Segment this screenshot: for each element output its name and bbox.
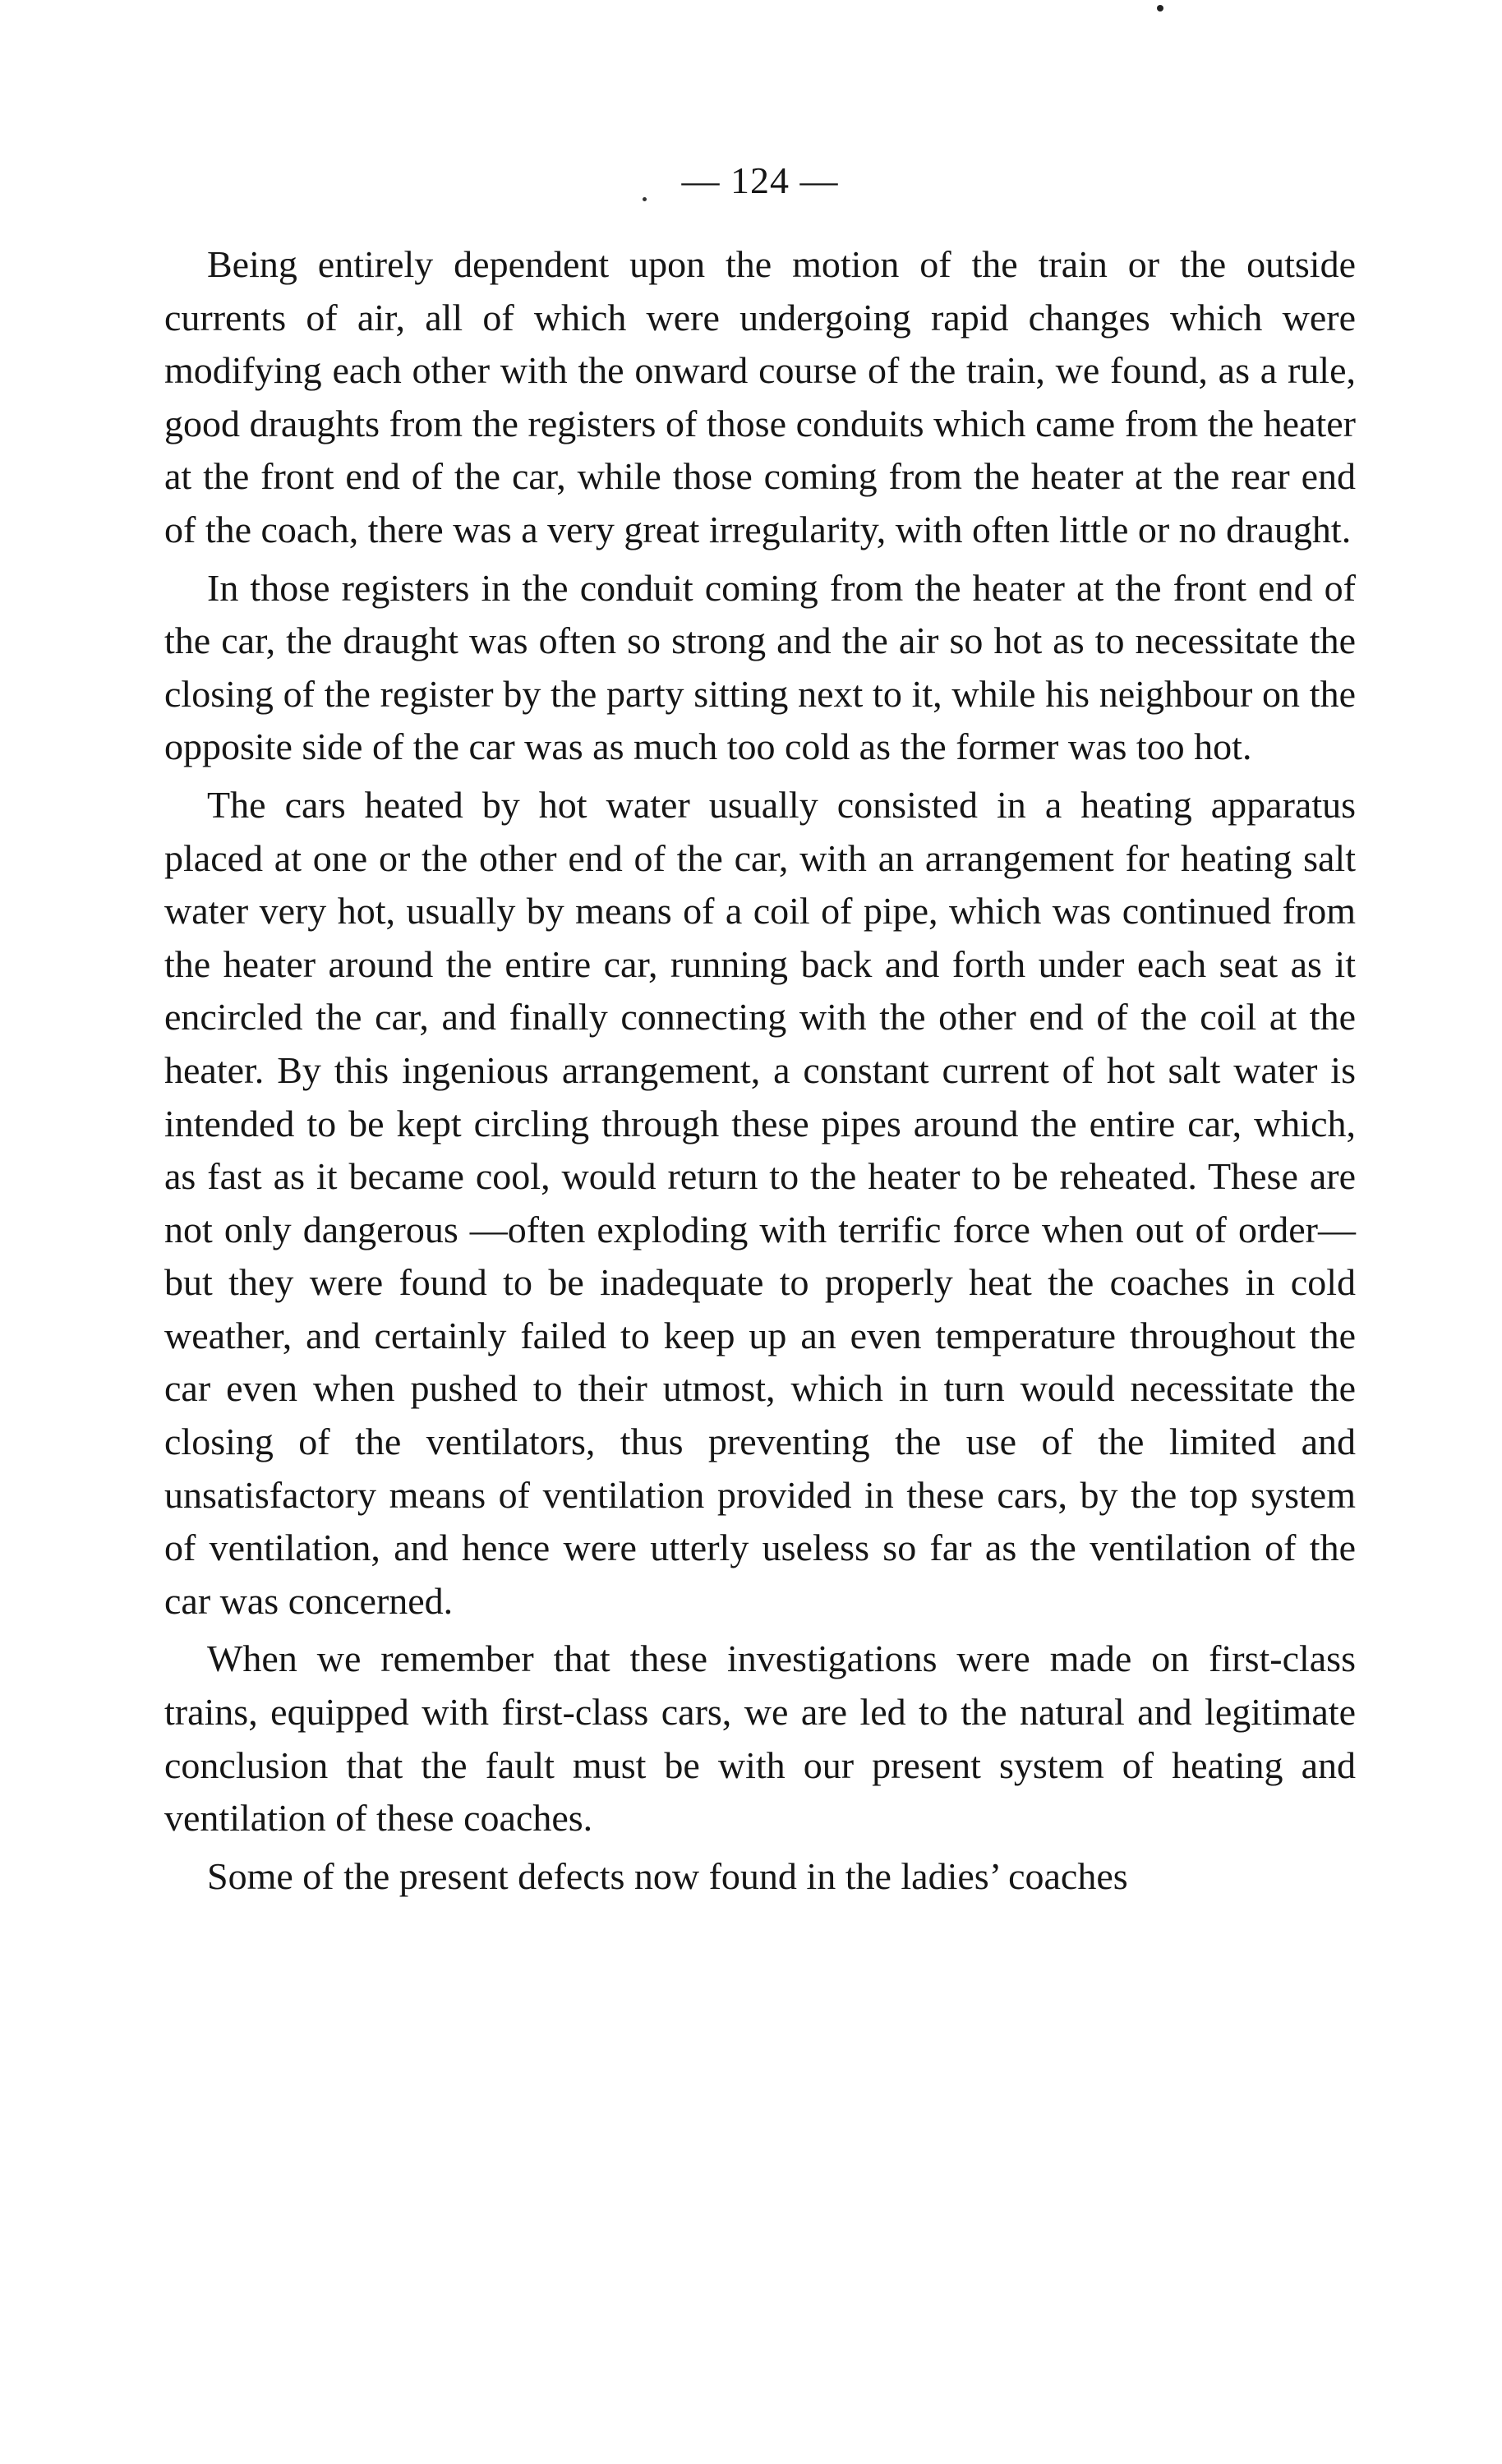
paragraph-4: When we remember that these investigations were made on first-class trains, equipped with first-class cars, we are led to the natural and legitimate conclusion that the fault must be with our present system of heating and ventilation of these coaches. xyxy=(164,1637,1356,1840)
paragraph-2: In those registers in the conduit coming from the heater at the front end of the car, the draught was often so strong and the air so hot as to necessitate the closing of the register by the party sitting next to it, while his neighbour on the opposite side of the car was as much too cold as the former was too hot. xyxy=(164,566,1356,768)
print-speck xyxy=(1157,5,1163,12)
paragraph-5: Some of the present defects now found in the ladies’ coaches xyxy=(207,1854,1128,1897)
page-number: — 124 — xyxy=(681,159,839,201)
paragraph-3: The cars heated by hot water usually consisted in a heating apparatus placed at one or the other end of the car, with an arrangement for heating salt water very hot, usually by means of a coil of pipe, which was continued from the heater around the entire car, running back and forth under each seat as it encircled the car, and finally connecting with the other end of the coil at the heater. By this ingenious arrangement, a constant current of hot salt water is intended to be kept circling through these pipes around the entire car, which, as fast as it became cool, would return to the heater to be reheated. These are not only dangerous —often exploding with terrific force when out of order—but they were found to be inadequate to properly heat the coaches in cold weather, and certainly failed to keep up an even temperature throughout the car even when pushed to their utmost, which in turn would necessitate the closing of the ventilators, thus preventing the use of the limited and unsatisfactory means of ventilation provided in these cars, by the top system of ventilation, and hence were utterly useless so far as the ventilation of the car was concerned. xyxy=(164,783,1356,1622)
paragraph-1: Being entirely dependent upon the motion of the train or the outside currents of air, all of which were undergoing rapid changes which were modifying each other with the onward course of the train, we found, as a rule, good draughts from the registers of those conduits which came from the heater at the front end of the car, while those coming from the heater at the rear end of the coach, there was a very great irregularity, with often little or no draught. xyxy=(164,243,1356,550)
book-page xyxy=(164,156,1356,1908)
